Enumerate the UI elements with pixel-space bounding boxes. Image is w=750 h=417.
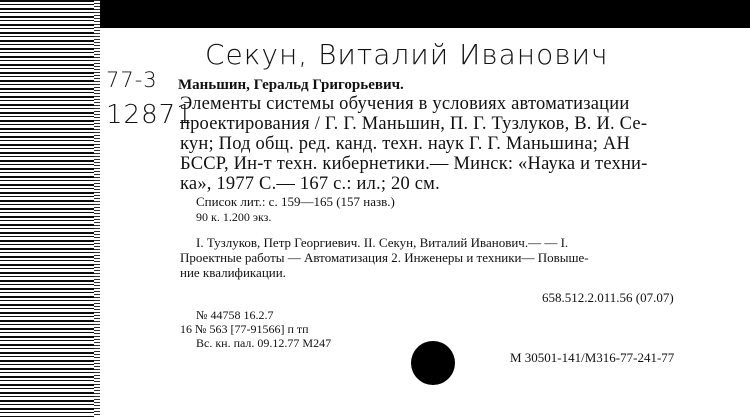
body-line: проектирования / Г. Г. Маньшин, П. Г. Тузлуков, В. И. Се- bbox=[180, 114, 648, 134]
catalog-number: № 44758 16.2.7 bbox=[196, 308, 274, 322]
body-line: Элементы системы обучения в условиях автоматизации bbox=[180, 94, 630, 114]
punch-hole bbox=[411, 341, 455, 385]
handwritten-shelf-mark: 77-3 bbox=[106, 68, 158, 92]
scanner-edge bbox=[0, 0, 100, 417]
print-run: 90 к. 1.200 экз. bbox=[196, 210, 272, 224]
scan-top-border bbox=[100, 0, 750, 28]
body-line: ка», 1977 С.— 167 с.: ил.; 20 см. bbox=[180, 174, 440, 194]
body-line: кун; Под общ. ред. канд. техн. наук Г. Г. Маньшина; АН bbox=[180, 134, 631, 154]
udc-code: 658.512.2.011.56 (07.07) bbox=[542, 290, 674, 305]
order-line: 16 № 563 [77-91566] п тп bbox=[180, 322, 309, 336]
body-line: БССР, Ин-т техн. кибернетики.— Минск: «Наука и техни- bbox=[180, 154, 648, 174]
handwritten-number: 12871 bbox=[106, 100, 194, 130]
tracing-line: ние квалификации. bbox=[180, 265, 286, 280]
handwritten-title: Секун, Виталий Иванович bbox=[205, 38, 609, 71]
tracing-line: Проектные работы — Автоматизация 2. Инженеры и техники— Повыше- bbox=[180, 250, 589, 265]
card-author: Маньшин, Геральд Григорьевич. bbox=[178, 77, 404, 93]
date-line: Вс. кн. пал. 09.12.77 М247 bbox=[196, 336, 332, 350]
tracing-line: I. Тузлуков, Петр Георгиевич. II. Секун, Виталий Иванович.— — I. bbox=[196, 235, 569, 250]
bibliography-note: Список лит.: с. 159—165 (157 назв.) bbox=[196, 194, 395, 209]
index-code: М 30501-141/М316-77-241-77 bbox=[510, 350, 675, 365]
